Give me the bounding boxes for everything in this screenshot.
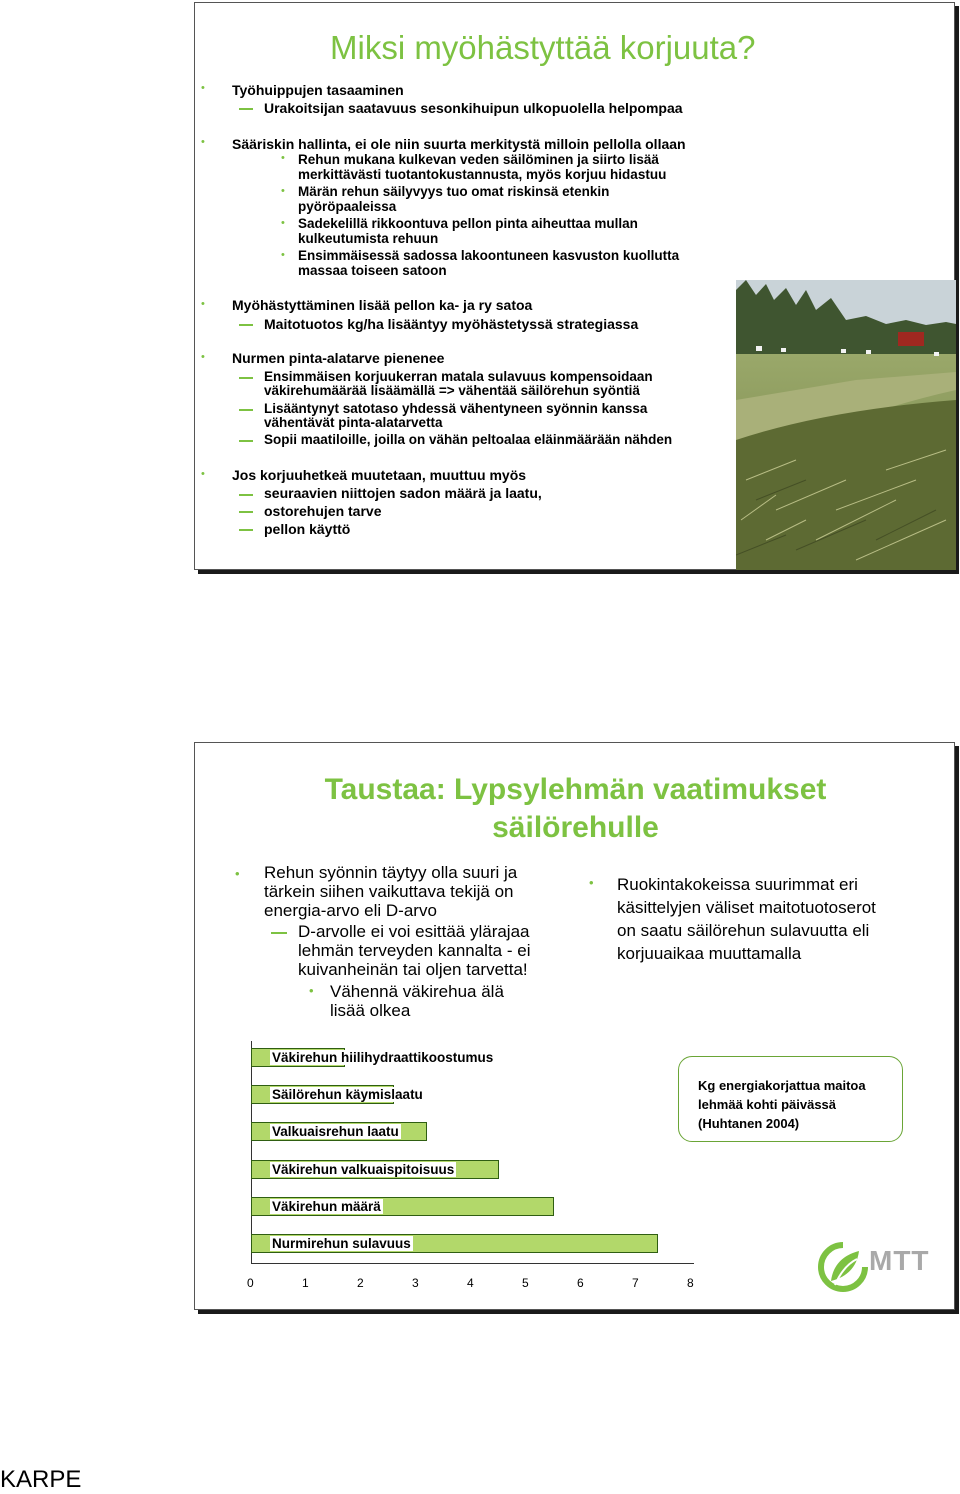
x-tick-label: 3: [412, 1276, 419, 1290]
slide-2: Taustaa: Lypsylehmän vaatimukset säilörehulle • Rehun syönnin täytyy olla suuri ja tärkein siihen vaikuttava tekijä on energia-arvo eli D-arvo D-arvolle ei voi esittää ylärajaa lehmän terveyden kannalta - ei kuivanheinän tai oljen tarvetta! • Vähennä väkirehua älä lisää olkea • Ruokintakokeissa suurimmat eri käsittelyjen väliset maitotuotoserot on saatu säilörehun sulavuutta eli korjuuaikaa muuttamalla Väkirehun hiilihydraattikoostumus Säilörehun käymislaatu Valkuaisrehun laatu Väkirehun valkuaispitoisuus Väkirehun määrä Nurmirehun sulavuus 0 1 2 3 4 5 6 7 8 Kg energiakorjattua maitoa lehmää kohti päivässä (Huhtanen 2004) MTT: [194, 742, 955, 1310]
text-line: Myöhästyttäminen lisää pellon ka- ja ry satoa: [232, 297, 533, 313]
text-line: on saatu säilörehun sulavuutta eli: [617, 921, 870, 940]
text-line: Jos korjuuhetkeä muutetaan, muuttuu myös: [232, 467, 527, 483]
callout-line: Kg energiakorjattua maitoa: [698, 1078, 866, 1093]
text-line: Vähennä väkirehua älä: [330, 982, 504, 1001]
chart-bar-label: Väkirehun valkuaispitoisuus: [272, 1162, 455, 1177]
slide-2-title-line-2: säilörehulle: [492, 811, 659, 844]
chart-bar-label: Väkirehun määrä: [272, 1199, 381, 1214]
chart-bar: [251, 1085, 423, 1104]
chart-bar: [251, 1122, 427, 1141]
logo-text: MTT: [869, 1245, 930, 1276]
callout-box: [678, 1056, 903, 1142]
x-tick-label: 1: [302, 1276, 309, 1290]
x-tick-label: 2: [357, 1276, 364, 1290]
text-line: Lisääntynyt satotaso yhdessä vähentyneen syönnin kanssa: [264, 401, 648, 416]
mtt-logo: [817, 1241, 947, 1291]
text-line: lisää olkea: [330, 1001, 411, 1020]
chart-bar-label: Säilörehun käymislaatu: [272, 1087, 423, 1102]
x-axis: [251, 1263, 694, 1264]
text-line: Ensimmäisen korjuukerran matala sulavuus kompensoidaan: [264, 369, 653, 384]
text-line: merkittävästi tuotantokustannusta, myös korjuu hidastuu: [298, 167, 667, 182]
text-line: Ensimmäisessä sadossa lakoontuneen kasvuston kuollutta: [298, 248, 680, 263]
chart-bar: [251, 1160, 499, 1179]
text-line: Märän rehun säilyvyys tuo omat riskinsä etenkin: [298, 184, 610, 199]
x-tick-label: 5: [522, 1276, 529, 1290]
text-line: Nurmen pinta-alatarve pienenee: [232, 350, 445, 366]
text-line: tärkein siihen vaikuttava tekijä on: [264, 882, 514, 901]
callout-line: (Huhtanen 2004): [698, 1116, 800, 1131]
chart-bar-label: Väkirehun hiilihydraattikoostumus: [272, 1050, 494, 1065]
text-line: Rehun mukana kulkevan veden säilöminen ja siirto lisää: [298, 152, 659, 167]
text-line: Työhuippujen tasaaminen: [232, 82, 404, 98]
text-line: massaa toiseen satoon: [298, 263, 447, 278]
x-tick-label: 8: [687, 1276, 694, 1290]
text-line: energia-arvo eli D-arvo: [264, 901, 437, 920]
text-line: kulkeutumista rehuun: [298, 231, 439, 246]
text-line: pellon käyttö: [264, 521, 351, 537]
text-line: vähentävät pinta-alatarvetta: [264, 415, 443, 430]
text-line: lehmän terveyden kannalta - ei: [298, 941, 531, 960]
text-line: väkirehumäärää lisäämällä => vähentää säilörehun syöntiä: [264, 383, 640, 398]
text-line: Urakoitsijan saatavuus sesonkihuipun ulkopuolella helpompaa: [264, 100, 683, 116]
chart-bar-label: Valkuaisrehun laatu: [272, 1124, 399, 1139]
x-tick-label: 4: [467, 1276, 474, 1290]
text-line: D-arvolle ei voi esittää ylärajaa: [298, 922, 530, 941]
text-line: Rehun syönnin täytyy olla suuri ja: [264, 863, 518, 882]
text-line: ostorehujen tarve: [264, 503, 382, 519]
slide-1-title: Miksi myöhästyttää korjuuta?: [330, 29, 756, 66]
chart-bar: [251, 1234, 658, 1253]
text-line: Sääriskin hallinta, ei ole niin suurta merkitystä milloin pellolla ollaan: [232, 136, 686, 152]
text-line: Sopii maatiloille, joilla on vähän peltoalaa eläinmäärään nähden: [264, 432, 673, 447]
bar-chart: [195, 743, 956, 1311]
footer-label: KARPE: [0, 1466, 82, 1493]
text-line: pyöröpaaleissa: [298, 199, 397, 214]
slide-2-title-line-1: Taustaa: Lypsylehmän vaatimukset: [324, 773, 827, 806]
text-line: Sadekelillä rikkoontuva pellon pinta aiheuttaa mullan: [298, 216, 638, 231]
text-line: Ruokintakokeissa suurimmat eri: [617, 875, 858, 894]
y-axis: [251, 1041, 252, 1264]
x-tick-label: 0: [247, 1276, 254, 1290]
callout-line: lehmää kohti päivässä: [698, 1097, 837, 1112]
chart-bar: [251, 1048, 494, 1067]
text-line: kuivanheinän tai oljen tarvetta!: [298, 960, 528, 979]
chart-bar-label: Nurmirehun sulavuus: [272, 1236, 411, 1251]
text-line: korjuuaikaa muuttamalla: [617, 944, 802, 963]
x-tick-label: 6: [577, 1276, 584, 1290]
slide-1: Miksi myöhästyttää korjuuta? • Työhuippujen tasaaminen Urakoitsijan saatavuus sesonkihuipun ulkopuolella helpompaa • Sääriskin hallinta, ei ole niin suurta merkitystä milloin pellolla ollaan • Rehun mukana kulkevan veden säilöminen ja siirto lisää merkittävästi tuotantokustannusta, myös korjuu hidastuu • Märän rehun säilyvyys tuo omat riskinsä etenkin pyöröpaaleissa • Sadekelillä rikkoontuva pellon pinta aiheuttaa mullan kulkeutumista rehuun • Ensimmäisessä sadossa lakoontuneen kasvuston kuollutta massaa toiseen satoon • Myöhästyttäminen lisää pellon ka- ja ry satoa Maitotuotos kg/ha lisääntyy myöhästetyssä strategiassa • Nurmen pinta-alatarve pienenee Ensimmäisen korjuukerran matala sulavuus kompensoidaan väkirehumäärää lisäämällä => vähentää säilörehun syöntiä Lisääntynyt satotaso yhdessä vähentyneen syönnin kanssa vähentävät pinta-alatarvetta Sopii maatiloille, joilla on vähän peltoalaa eläinmäärään nähden • Jos korjuuhetkeä muutetaan, muuttuu myös seuraavien niittojen sadon määrä ja laatu, ostorehujen tarve pellon käyttö: [194, 2, 955, 570]
mtt-leaf-icon: [817, 1241, 869, 1293]
x-tick-label: 7: [632, 1276, 639, 1290]
text-line: Maitotuotos kg/ha lisääntyy myöhästetyssä strategiassa: [264, 316, 639, 332]
text-line: seuraavien niittojen sadon määrä ja laatu,: [264, 485, 542, 501]
field-photo: [736, 280, 956, 570]
chart-bar: [251, 1197, 554, 1216]
text-line: käsittelyjen väliset maitotuotoserot: [617, 898, 876, 917]
